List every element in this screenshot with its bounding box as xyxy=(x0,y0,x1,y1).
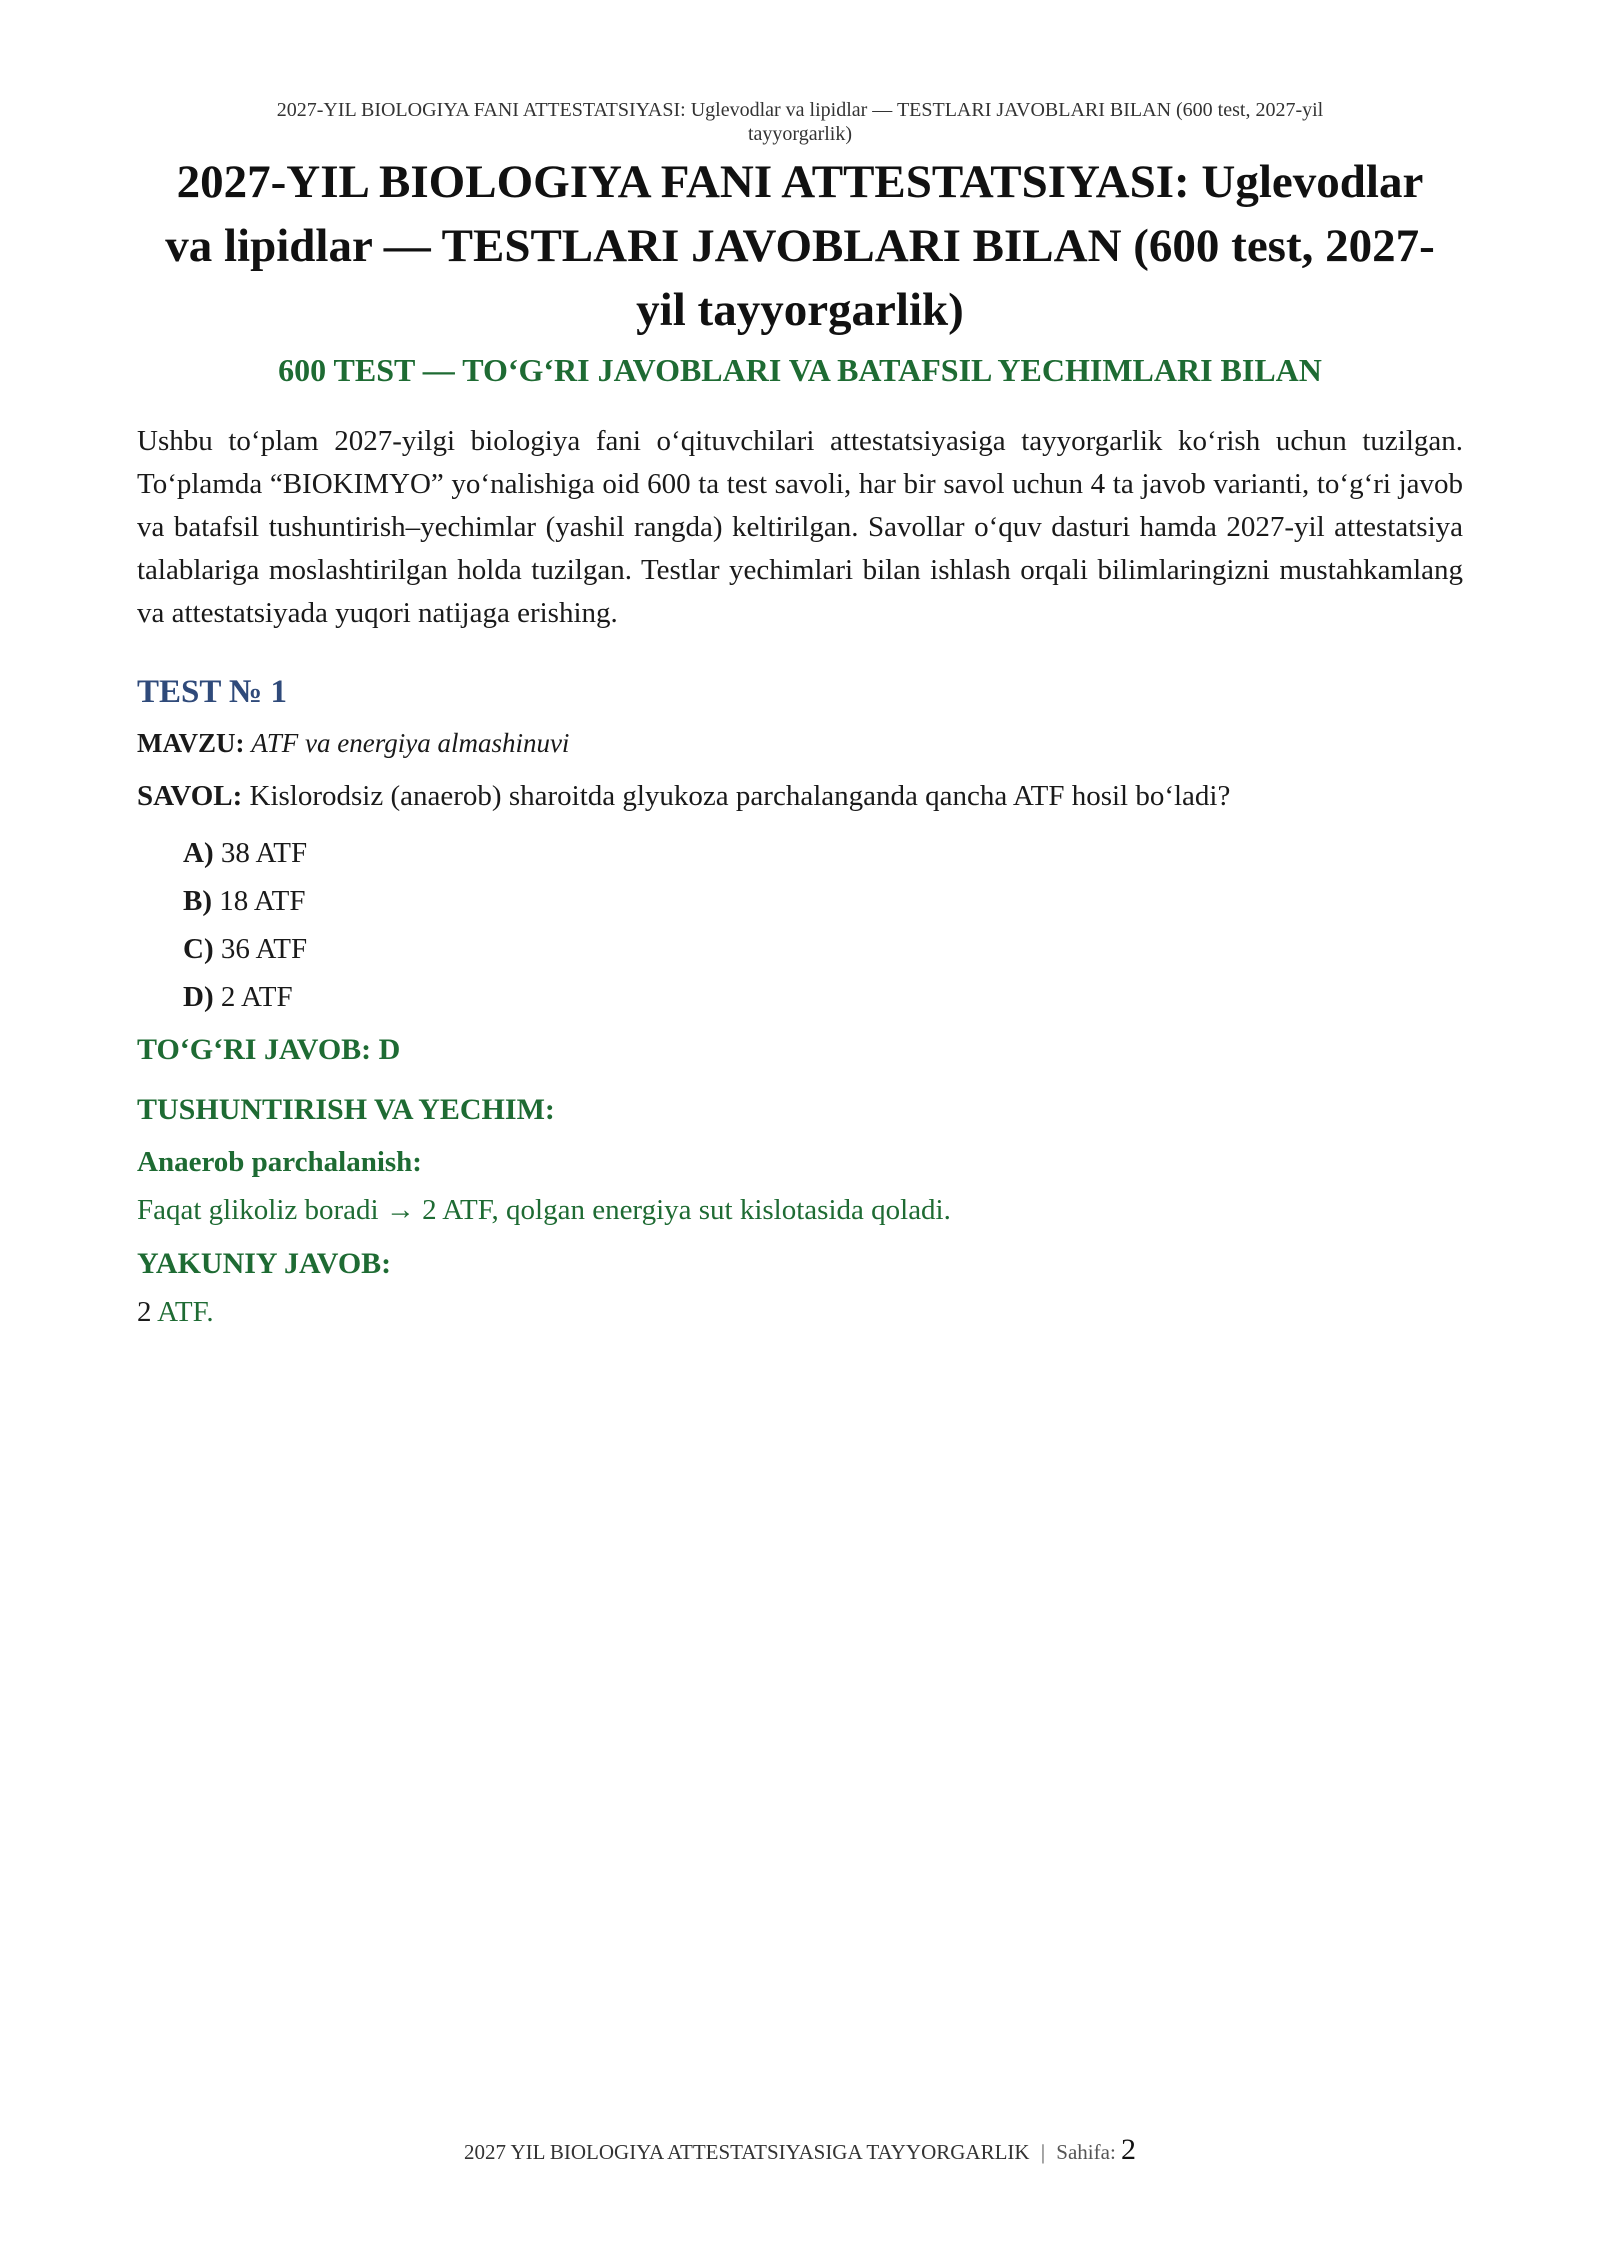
answer-option-c xyxy=(183,931,307,979)
answer-options xyxy=(183,835,307,1027)
option-text: 36 ATF xyxy=(220,933,308,965)
running-header-line-1: 2027-YIL BIOLOGIYA FANI ATTESTATSIYASI: Uglevodlar va lipidlar — TESTLARI JAVOBLARI BILAN (600 test, 2027-yil xyxy=(276,99,1324,121)
footer-separator: | xyxy=(1040,2140,1046,2164)
final-answer-heading: YAKUNIY JAVOB: xyxy=(137,1247,392,1280)
topic-line xyxy=(137,726,569,760)
explanation-text: Faqat glikoliz boradi → 2 ATF, qolgan energiya sut kislotasida qoladi. xyxy=(137,1194,951,1226)
final-answer-number: 2 xyxy=(137,1296,152,1328)
document-title-line-3: yil tayyorgarlik) xyxy=(636,284,964,336)
option-text: 38 ATF xyxy=(220,837,308,869)
page-number-label: Sahifa: xyxy=(1056,2140,1116,2164)
running-header xyxy=(137,98,1463,146)
document-title-line-1: 2027-YIL BIOLOGIYA FANI ATTESTATSIYASI: Uglevodlar xyxy=(176,156,1424,208)
document-title-line-2: va lipidlar — TESTLARI JAVOBLARI BILAN (600 test, 2027- xyxy=(165,220,1435,272)
option-letter: C) xyxy=(183,933,214,965)
page-footer xyxy=(137,2133,1463,2169)
footer-text: 2027 YIL BIOLOGIYA ATTESTATSIYASIGA TAYYORGARLIK xyxy=(463,2140,1030,2164)
intro-paragraph: Ushbu to‘plam 2027-yilgi biologiya fani o‘qituvchilari attestatsiyasiga tayyorgarlik ko‘rish uchun tuzilgan. To‘plamda “BIOKIMYO” yo‘nalishiga oid 600 ta test savoli, har bir savol uchun 4 ta javob varianti, to‘g‘ri javob va batafsil tushuntirish–yechimlar (yashil rangda) keltirilgan. Savollar o‘quv dasturi hamda 2027-yil attestatsiya talablariga moslashtirilgan holda tuzilgan. Testlar yechimlari bilan ishlash orqali bilimlaringizni mustahkamlang va attestatsiyada yuqori natijaga erishing. xyxy=(137,425,1463,629)
explanation-subheading: Anaerob parchalanish: xyxy=(137,1146,422,1178)
document-page xyxy=(137,0,1463,2262)
option-text: 18 ATF xyxy=(219,885,306,917)
topic-label: MAVZU: xyxy=(137,728,245,758)
explanation-heading: TUSHUNTIRISH VA YECHIM: xyxy=(137,1093,555,1126)
answer-option-d xyxy=(183,979,307,1027)
answer-option-a xyxy=(183,835,307,883)
question-label: SAVOL: xyxy=(137,780,243,812)
running-header-line-2: tayyorgarlik) xyxy=(747,123,853,145)
option-letter: A) xyxy=(183,837,214,869)
option-text: 2 ATF xyxy=(220,981,293,1013)
final-answer xyxy=(137,1294,214,1330)
answer-option-b xyxy=(183,883,307,931)
option-letter: B) xyxy=(183,885,212,917)
page-number: 2 xyxy=(1121,2133,1137,2166)
correct-answer: TO‘G‘RI JAVOB: D xyxy=(137,1033,401,1066)
document-title xyxy=(137,150,1463,342)
question-text: Kislorodsiz (anaerob) sharoitda glyukoza parchalanganda qancha ATF hosil bo‘ladi? xyxy=(249,780,1231,812)
document-subtitle: 600 TEST — TO‘G‘RI JAVOBLARI VA BATAFSIL YECHIMLARI BILAN xyxy=(278,352,1322,388)
topic-value: ATF va energiya almashinuvi xyxy=(251,728,570,758)
test-heading: TEST № 1 xyxy=(137,674,287,710)
option-letter: D) xyxy=(183,981,214,1013)
final-answer-unit: ATF. xyxy=(157,1296,214,1328)
question-line xyxy=(137,778,1230,814)
